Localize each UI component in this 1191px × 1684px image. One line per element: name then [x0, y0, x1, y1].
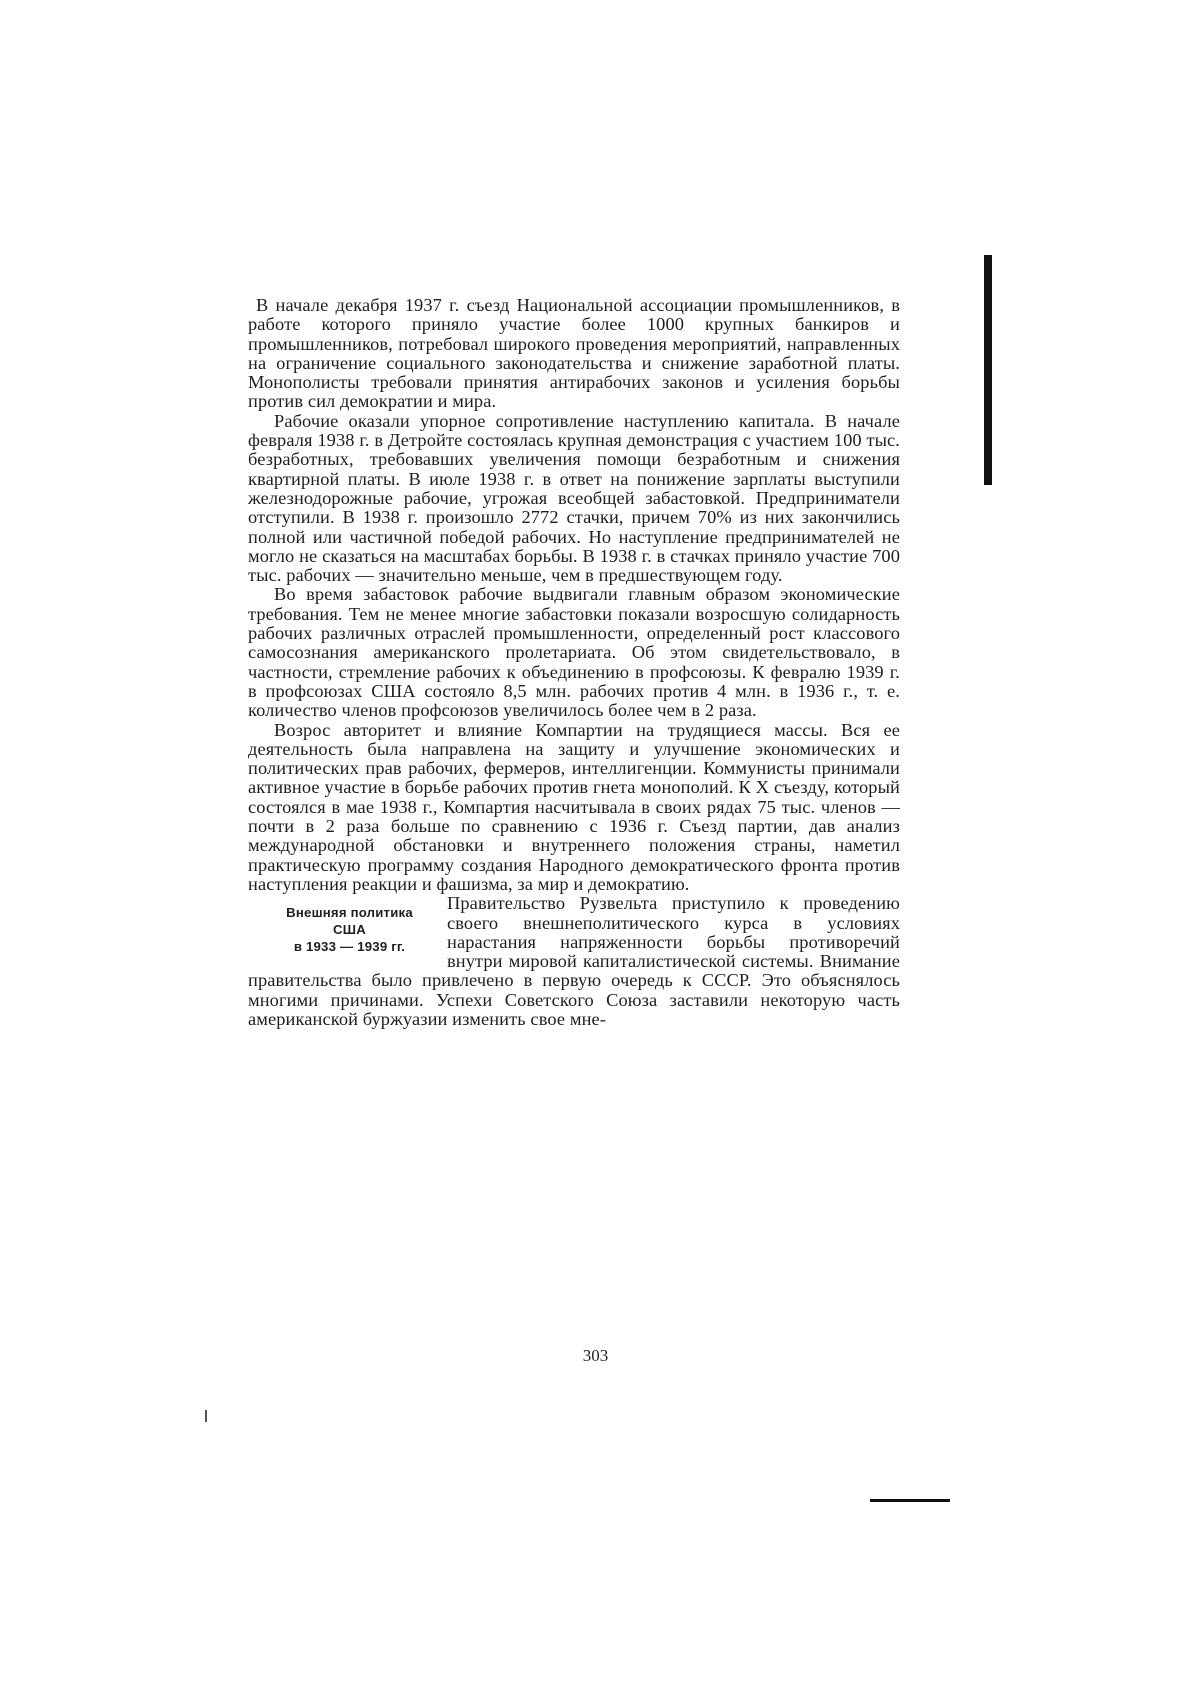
scan-margin-dot: [205, 1410, 207, 1422]
page-number: 303: [582, 1346, 609, 1365]
section-sidehead: [262, 904, 437, 955]
scan-margin-bar: [984, 255, 992, 485]
sidehead-line-2: США: [333, 922, 366, 938]
paragraph-2: Рабочие оказали упорное сопротивление наступлению капитала. В начале февраля 1938 г. в Детройте состоялась крупная демонстрация с участием 100 тыс. безработных, требовавших увеличения помощи безработным и снижения квартирной платы. В июле 1938 г. в ответ на понижение зарплаты выступили железнодорожные рабочие, угрожая всеобщей забастовкой. Предприниматели отступили. В 1938 г. произошло 2772 стачки, причем 70% из них закончились полной или частичной победой рабочих. Но наступление предпринимателей не могло не сказаться на масштабах борьбы. В 1938 г. в стачках приняло участие 700 тыс. рабочих — значительно меньше, чем в предшествующем году.: [248, 410, 900, 586]
page-body: [248, 296, 900, 1029]
paragraph-4: Возрос авторитет и влияние Компартии на трудящиеся массы. Вся ее деятельность была направлена на защиту и улучшение экономических и политических прав рабочих, фермеров, интеллигенции. Коммунисты принимали активное участие в борьбе рабочих против гнета монополий. К X съезду, который состоялся в мае 1938 г., Компартия насчитывала в своих рядах 75 тыс. членов — почти в 2 раза больше по сравнению с 1936 г. Съезд партии, дав анализ международной обстановки и внутреннего положения страны, наметил практическую программу создания Народного демократического фронта против наступления реакции и фашизма, за мир и демократию.: [248, 719, 900, 894]
paragraph-3: Во время забастовок рабочие выдвигали главным образом экономические требования. Тем не менее многие забастовки показали возросшую солидарность рабочих различных отраслей промышленности, определенный рост классового самосознания американского пролетариата. Об этом свидетельствовало, в частности, стремление рабочих к объединению в профсоюзы. К февралю 1939 г. в профсоюзах США состояло 8,5 млн. рабочих против 4 млн. в 1936 г., т. е. количество членов профсоюзов увеличилось более чем в 2 раза.: [248, 584, 900, 721]
sidehead-line-1: Внешняя политика: [286, 905, 413, 921]
section-foreign-policy: [248, 894, 900, 1029]
paragraph-1: В начале декабря 1937 г. съезд Национальной ассоциации промышленников, в работе которого приняло участие более 1000 крупных банкиров и промышленников, потребовал широкого проведения мероприятий, направленных на ограничение социального законодательства и снижение заработной платы. Монополисты требовали принятия антирабочих законов и усиления борьбы против сил демократии и мира.: [248, 295, 900, 412]
sidehead-line-3: в 1933 — 1939 гг.: [293, 939, 406, 955]
paragraph-5: Правительство Рузвельта приступило к проведению своего внешнеполитического курса в условиях нарастания напряженности борьбы противоречий внутри мировой капиталистической системы. Внимание правительства было привлечено в первую очередь к СССР. Это объяснялось многими причинами. Успехи Советского Союза заставили некоторую часть американской буржуазии изменить свое мне-: [248, 893, 900, 1029]
scan-margin-line: [870, 1499, 950, 1502]
